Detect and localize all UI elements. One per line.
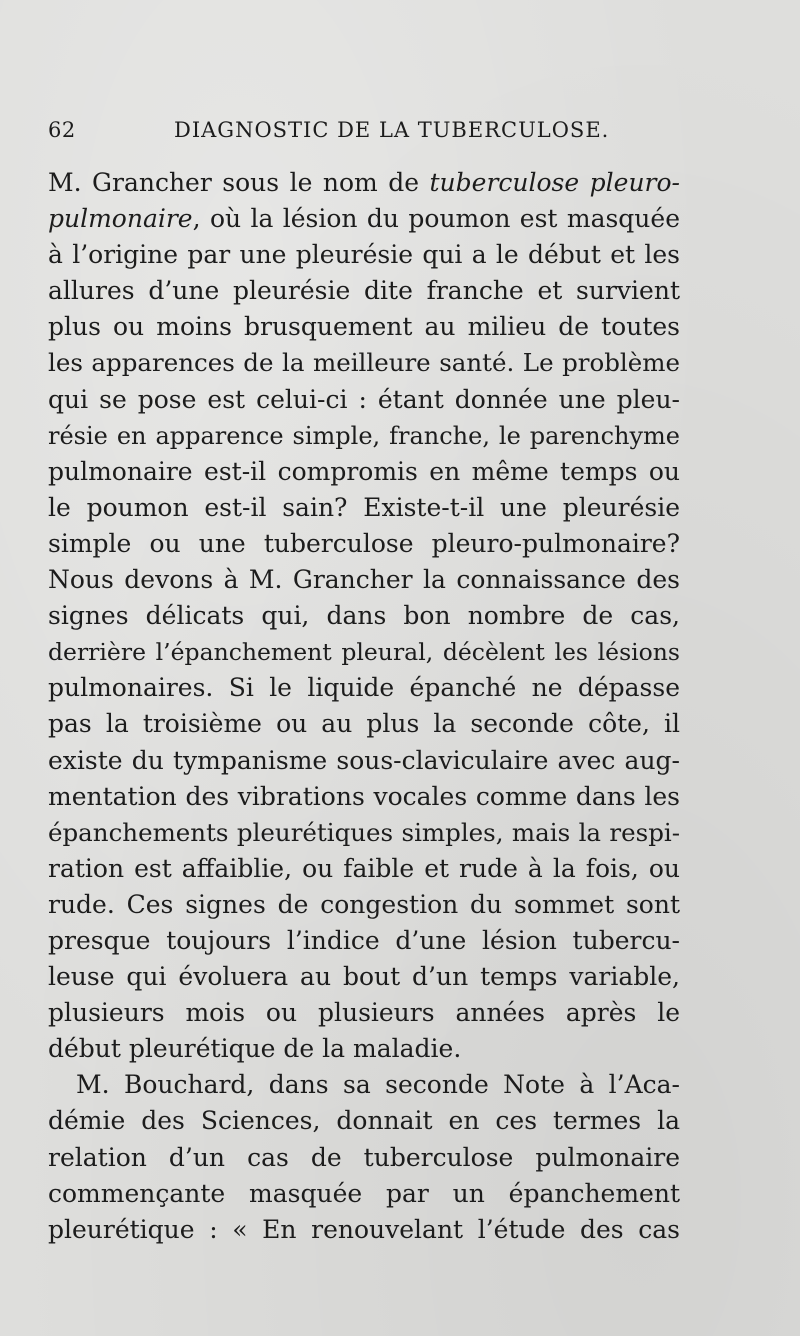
text-line: à l’origine par une pleurésie qui a le début et les xyxy=(48,240,680,270)
text-line: pas la troisième ou au plus la seconde côte, il xyxy=(48,709,680,739)
text-line: derrière l’épanchement pleural, décèlent les lésions xyxy=(48,638,680,667)
text-line: début pleurétique de la maladie. xyxy=(48,1034,462,1064)
text-line: résie en apparence simple, franche, le parenchyme xyxy=(48,421,680,450)
text-line: existe du tympanisme sous-claviculaire avec aug- xyxy=(48,745,680,775)
text-line: relation d’un cas de tuberculose pulmonaire xyxy=(48,1142,680,1172)
text-line: Nous devons à M. Grancher la connaissance des xyxy=(48,565,680,595)
text-line: simple ou une tuberculose pleuro-pulmonaire? xyxy=(48,528,680,558)
text-line: démie des Sciences, donnait en ces termes la xyxy=(48,1106,680,1136)
text-line: les apparences de la meilleure santé. Le problème xyxy=(48,348,680,378)
body-text xyxy=(48,165,680,1248)
text-line: pleurétique : « En renouvelant l’étude des cas xyxy=(48,1214,680,1244)
running-header xyxy=(48,118,680,148)
text-line: le poumon est-il sain? Existe-t-il une pleurésie xyxy=(48,492,680,522)
italic-term: pulmonaire xyxy=(48,204,193,234)
text-line: M. Bouchard, dans sa seconde Note à l’Aca- xyxy=(76,1070,680,1100)
text-line: plusieurs mois ou plusieurs années après le xyxy=(48,998,680,1028)
text-line: M. Grancher sous le nom de tuberculose pleuro- xyxy=(48,168,680,197)
text-line: pulmonaires. Si le liquide épanché ne dépasse xyxy=(48,673,680,703)
text-line: presque toujours l’indice d’une lésion tubercu- xyxy=(48,925,680,955)
text-line: leuse qui évoluera au bout d’un temps variable, xyxy=(48,962,680,992)
page-number: 62 xyxy=(48,118,76,142)
text-line: rude. Ces signes de congestion du sommet sont xyxy=(48,889,680,919)
text-line: signes délicats qui, dans bon nombre de cas, xyxy=(48,601,680,631)
text-line: commençante masquée par un épanchement xyxy=(48,1178,680,1208)
text-line: plus ou moins brusquement au milieu de toutes xyxy=(48,312,680,342)
text-line: pulmonaire est-il compromis en même temps ou xyxy=(48,456,680,486)
text-line: épanchements pleurétiques simples, mais la respi- xyxy=(48,817,680,847)
text-line: ration est affaiblie, ou faible et rude à la fois, ou xyxy=(48,853,680,883)
text-line: qui se pose est celui-ci : étant donnée une pleu- xyxy=(48,384,680,414)
text-line: pulmonaire, où la lésion du poumon est masquée xyxy=(48,204,680,234)
italic-term: tuberculose pleuro- xyxy=(429,168,680,197)
text-line: allures d’une pleurésie dite franche et survient xyxy=(48,276,680,306)
running-title: DIAGNOSTIC DE LA TUBERCULOSE. xyxy=(174,118,610,142)
text-line: mentation des vibrations vocales comme dans les xyxy=(48,781,680,811)
